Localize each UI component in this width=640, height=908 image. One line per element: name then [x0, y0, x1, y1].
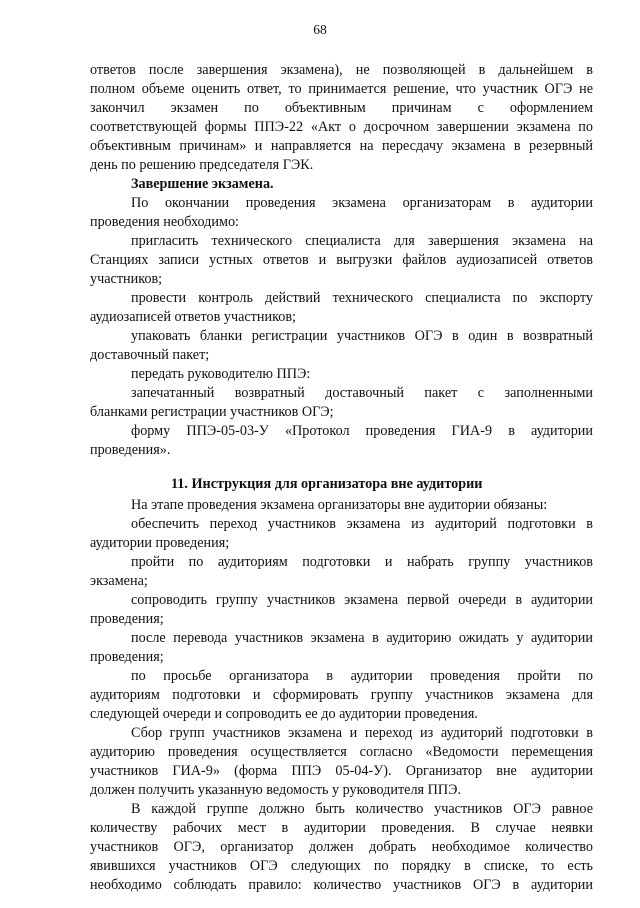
text-line: должен получить указанную ведомость у руководителя ППЭ.: [90, 782, 462, 798]
text-line: передать руководителю ППЭ:: [131, 366, 311, 382]
text-line: следующей очереди и сопроводить ее до аудитории проведения.: [90, 706, 478, 722]
text-line: участников ОГЭ, организатор должен добрать необходимое количество: [90, 839, 593, 855]
text-line: экзамена;: [90, 573, 148, 589]
text-line: проведения необходимо:: [90, 214, 240, 230]
text-line: объективным причинам» и направляется на пересдачу экзамена в резервный: [90, 138, 593, 154]
section-heading: Завершение экзамена.: [131, 176, 274, 192]
text-line: аудиозаписей ответов участников;: [90, 309, 296, 325]
text-line: запечатанный возвратный доставочный пакет с заполненными: [131, 385, 593, 401]
text-line: закончил экзамен по объективным причинам с оформлением: [90, 100, 593, 116]
text-line: сопроводить группу участников экзамена первой очереди в аудитории: [131, 592, 593, 608]
text-line: упаковать бланки регистрации участников ОГЭ в один в возвратный: [131, 328, 593, 344]
text-line: ответов после завершения экзамена), не позволяющей в дальнейшем в: [90, 62, 593, 78]
text-line: По окончании проведения экзамена организаторам в аудитории: [131, 195, 593, 211]
text-line: количеству рабочих мест в аудитории проведения. В случае неявки: [90, 820, 593, 836]
text-line: полном объеме оценить ответ, то принимается решение, что участник ОГЭ не: [90, 81, 593, 97]
text-line: аудиториям подготовки и сформировать группу участников экзамена для: [90, 687, 593, 703]
text-line: обеспечить переход участников экзамена из аудиторий подготовки в: [131, 516, 593, 532]
text-line: по просьбе организатора в аудитории проведения пройти по: [131, 668, 593, 684]
page-number: 68: [313, 22, 327, 37]
text-line: Станциях записи устных ответов и выгрузки файлов аудиозаписей ответов: [90, 252, 593, 268]
text-line: проведения;: [90, 611, 164, 627]
text-line: после перевода участников экзамена в аудиторию ожидать у аудитории: [131, 630, 593, 646]
text-line: аудиторию проведения осуществляется согласно «Ведомости перемещения: [90, 744, 593, 760]
text-line: проведения».: [90, 442, 171, 458]
text-line: проведения;: [90, 649, 164, 665]
text-line: форму ППЭ-05-03-У «Протокол проведения ГИА-9 в аудитории: [131, 423, 593, 439]
text-line: участников;: [90, 271, 163, 287]
text-line: участников ГИА-9» (форма ППЭ 05-04-У). Организатор вне аудитории: [90, 763, 593, 779]
text-line: день по решению председателя ГЭК.: [90, 157, 314, 173]
text-line: На этапе проведения экзамена организаторы вне аудитории обязаны:: [131, 497, 548, 513]
text-line: необходимо соблюдать правило: количество участников ОГЭ в аудитории: [90, 877, 593, 893]
text-line: провести контроль действий технического специалиста по экспорту: [131, 290, 593, 306]
text-line: пройти по аудиториям подготовки и набрать группу участников: [131, 554, 593, 570]
text-line: доставочный пакет;: [90, 347, 210, 363]
text-line: Сбор групп участников экзамена и переход из аудиторий подготовки в: [131, 725, 593, 741]
text-line: аудитории проведения;: [90, 535, 230, 551]
text-line: явившихся участников ОГЭ следующих по порядку в списке, то есть: [90, 858, 593, 874]
text-line: бланками регистрации участников ОГЭ;: [90, 404, 334, 420]
text-line: В каждой группе должно быть количество участников ОГЭ равное: [131, 801, 593, 817]
text-line: пригласить технического специалиста для завершения экзамена на: [131, 233, 593, 249]
section-title: 11. Инструкция для организатора вне аудитории: [171, 476, 483, 492]
text-line: соответствующей формы ППЭ-22 «Акт о досрочном завершении экзамена по: [90, 119, 593, 135]
